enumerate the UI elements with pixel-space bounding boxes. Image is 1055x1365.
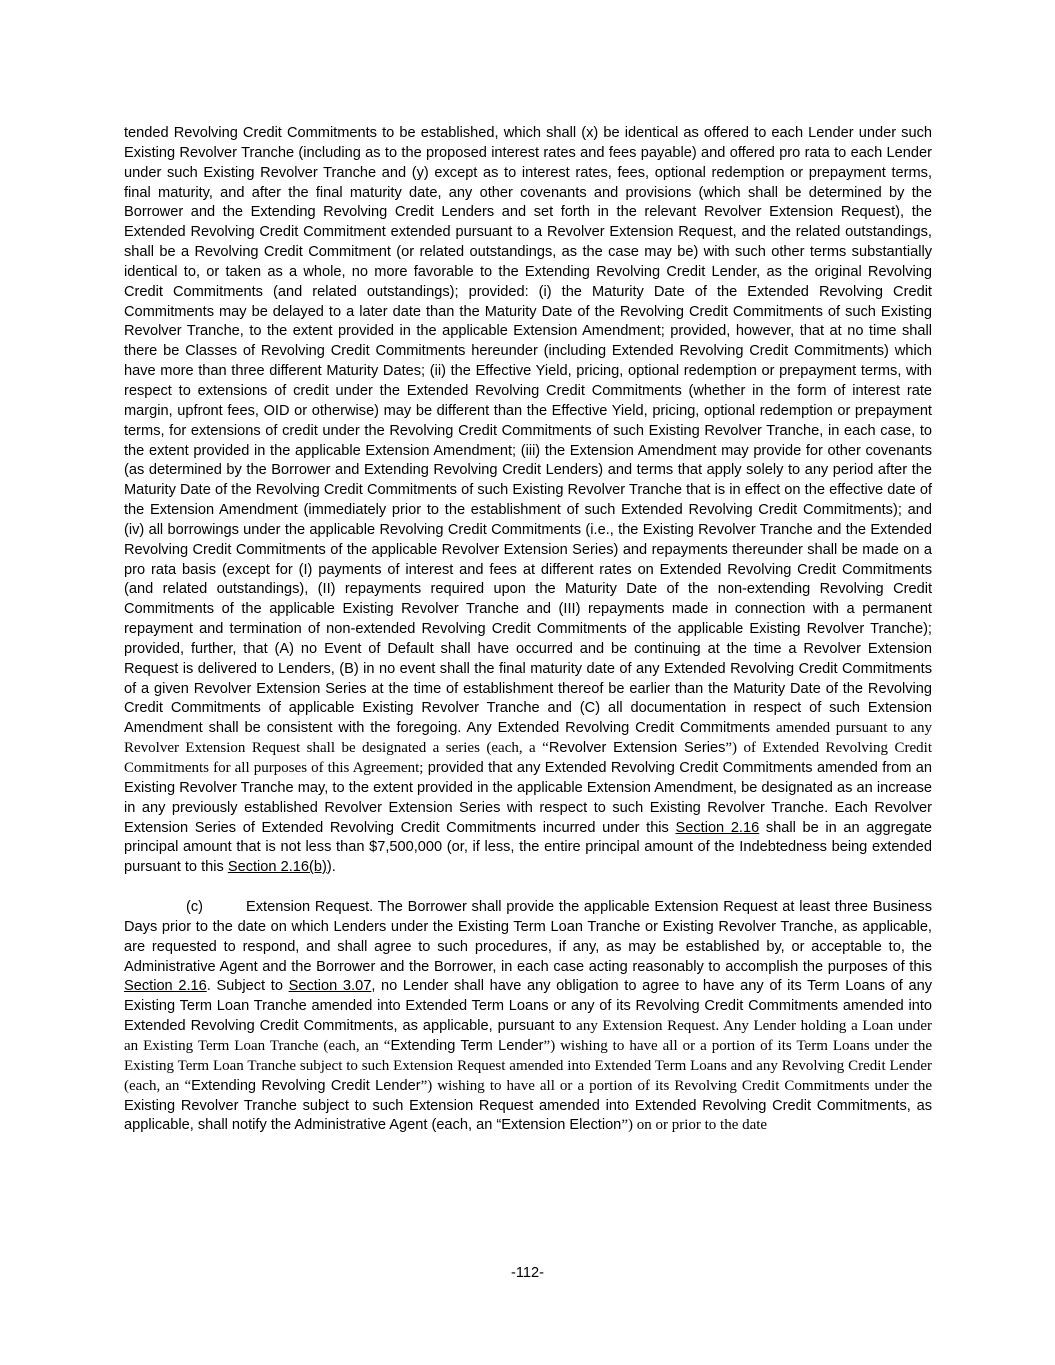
section-reference-link[interactable]: Section 2.16(b) — [227, 859, 327, 876]
paragraph-extension-request — [124, 898, 932, 1136]
text-run: any Extension Request. Any Lender holding a Loan under an Existing Term Loan Tranche (each, an “ — [124, 1018, 932, 1054]
text-run: provided that any Extended Revolving Credit Commitments amended from an Existing Revolver Tranche may, to the extent provided in the applicable Extension Amendment, be designated as an increase in any previously established Revolver Extension Series with respect to such Existing Revolver Tranche. Each Revolver Extension Series of Extended Revolving Credit Commitments incurred under this — [124, 760, 932, 836]
text-run: . Subject to — [206, 978, 289, 995]
text-run: ”) wishing to have all or a portion of its Revolving Credit Commitments under the — [420, 1077, 932, 1094]
text-run: ”) wishing to have all or a portion of its Term Loans under the Existing Term Loan Tranche subject to such Extension Request amended into — [124, 1037, 932, 1074]
clause-label: (c) — [186, 899, 204, 916]
page-number: -112- — [511, 1265, 544, 1281]
text-run: tended Revolving Credit Commitments to be established, which shall (x) be identical as offered to each Lender under such Existing Revolver Tranche (including as to the proposed interest rates and fees payable) and offered pro rata to each Lender under such Existing Revolver Tranche and (y) except as to interest rates, fees, optional redemption or prepayment terms, final maturity, and after the final maturity date, any other covenants and provisions (which shall be determined by the Borrower and the Extending Revolving Credit Lenders and set forth in the relevant Revolver Extension Request), the Extended Revolving Credit Commitment extended pursuant to a Revolver Extension Request, and the related outstandings, shall be a Revolving Credit Commitment (or related outstandings, as the case may be) with such other terms substantially identical to, or taken as a whole, no more favorable to the Extending Revolving Credit Lender, as the original Revolving Credit Commitments (and related outstandings); provided: (i) the Maturity Date of the Extended Revolving Credit Commitments may be delayed to a later date than the Maturity Date of the Revolving Credit Commitments of such Existing Revolver Tranche, to the extent provided in the applicable Extension Amendment; provided, however, that at no time shall there be Classes of Revolving Credit Commitments hereunder (including Extended Revolving Credit Commitments) which have more than three different Maturity Dates; (ii) the Effective Yield, pricing, optional redemption or prepayment terms, with respect to extensions of credit under the Extended Revolving Credit Commitments (whether in the form of interest rate margin, upfront fees, OID or otherwise) may be different than the Effective Yield, pricing, optional redemption or prepayment terms, for extensions of credit under the Revolving Credit Commitments of such Existing Revolver Tranche, in each case, to the extent provided in the applicable Extension Amendment; (iii) the Extension Amendment may provide for other covenants (as determined by the Borrower and Extending Revolving Credit Lenders) and terms that apply solely to any period after the Maturity Date of the Revolving Credit Commitments of such Existing Revolver Tranche that is in effect on the effective date of the Extension Amendment (immediately prior to the establishment of such Extended Revolving Credit Commitments); and (iv) all borrowings under the applicable Revolving Credit Commitments (i.e., the Existing Revolver Tranche and the Extended Revolving Credit Commitments of the applicable Revolver Extension Series) and repayments thereunder shall be made on a pro rata basis (except for (I) payments of interest and fees at different rates on Extended Revolving Credit Commitments (and related outstandings), (II) repayments required upon the Maturity Date of the non-extending Revolving Credit Commitments of the applicable Existing Revolver Tranche and (III) repayments made in connection with a permanent repayment and termination of non-extended Revolving Credit Commitments of the applicable Existing Revolver Tranche); provided, further, that (A) no Event of Default shall have occurred and be continuing at the time a Revolver Extension Request is delivered to Lenders, (B) in no event shall the final maturity date of any Extended Revolving Credit Commitments of a given Revolver Extension Series at the time of establishment thereof be earlier than the Maturity Date of the Revolving Credit Commitments of applicable Existing Revolver Tranche and (C) all documentation in respect of such Extension Amendment shall be consistent with the foregoing. Any Extended Revolving Credit Commitments — [124, 125, 932, 737]
defined-term-extension-election: Extension Election — [501, 1117, 622, 1134]
defined-term-extending-revolving-credit-lender: Extending Revolving Credit Lender — [191, 1077, 421, 1094]
text-run: ”) on or prior to the date — [621, 1117, 768, 1134]
text-run: Extended Term Loans and any Revolving Credit Lender (each, an “ — [124, 1057, 933, 1094]
section-reference-link[interactable]: Section 2.16 — [675, 819, 760, 836]
document-body — [124, 124, 932, 1136]
text-run: Extension Request. The Borrower shall provide the applicable Extension Request at least three Business Days prior to the date on which Lenders under the Existing Term Loan Tranche or Existing Revolver Tranche, as applicable, are requested to respond, and shall agree to such procedures, if any, as may be established by, or acceptable to, the Administrative Agent and the Borrower and the Borrower, in each case acting reasonably to accomplish the purposes of this — [124, 899, 932, 975]
text-run: Existing Revolver Tranche subject to such Extension Request amended into Extended Revolving Credit Commitments, as applicable, shall notify the Administrative Agent (each, an “ — [124, 1097, 932, 1134]
section-reference-link[interactable]: Section 2.16 — [124, 978, 207, 995]
text-run: shall be in an aggregate principal amount that is not less than $7,500,000 (or, if less, the entire principal amount of the Indebtedness being extended pursuant to this — [124, 819, 933, 876]
text-run: , no Lender shall have any obligation to agree to have any of its Term Loans of any Existing Term Loan Tranche amended into Extended Term Loans or any of its Revolving Credit Commitments amended into Extended Revolving Credit Commitments, as applicable, pursuant to — [124, 978, 932, 1035]
text-run: ). — [326, 859, 336, 876]
paragraph-extended-revolving-terms — [124, 124, 932, 878]
defined-term-extending-term-lender: Extending Term Lender — [390, 1037, 544, 1054]
text-run: amended pursuant to any Revolver Extension Request shall be designated a series (each, a “ — [124, 720, 933, 757]
section-reference-link[interactable]: Section 3.07 — [288, 978, 372, 995]
text-run: ”) of Extended Revolving Credit Commitments for all purposes of this Agreement; — [124, 740, 932, 776]
defined-term-revolver-extension-series: Revolver Extension Series — [548, 740, 726, 757]
